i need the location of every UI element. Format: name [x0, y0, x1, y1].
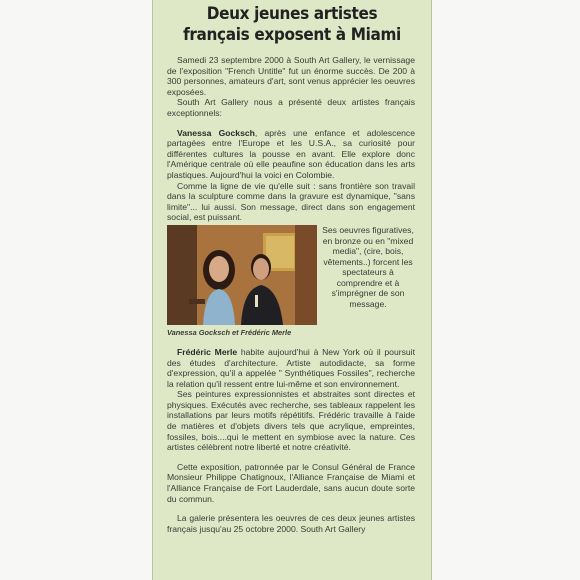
newspaper-clipping [152, 0, 432, 580]
article-headline [172, 4, 411, 46]
vanessa-paragraph-3: Ses oeuvres figuratives, en bronze ou en "mixed media", (cire, bois, vêtements..) forcent les spectateurs à comprendre et à s'imprégner de son message. [322, 224, 414, 310]
closing-paragraph: Cette exposition, patronnée par le Consul Général de France Monsieur Philippe Chatignoux, l'Alliance Française de Miami et l'Alliance Française de Fort Lauderdale, sans aucun doute sorte du commun. [167, 461, 415, 504]
intro-paragraph-2: South Art Gallery nous a présenté deux artistes français exceptionnels: [167, 97, 415, 118]
vanessa-paragraph [167, 128, 415, 181]
intro-paragraph: Samedi 23 septembre 2000 à South Art Gallery, le vernissage de l'exposition "French Untitle" fut un énorme succès. De 200 à 300 personnes, amateurs d'art, sont venus apprécier les oeuvres exposées. [167, 55, 415, 97]
photo-caption: Vanessa Gocksch et Frédéric Merle [167, 327, 292, 337]
frederic-text: habite aujourd'hui à New York où il poursuit des études d'architecture. Artiste autodidacte, sa forme d'expression, qu'il a appelée " Synthétiques Fossiles", recherche la relation qu'il ressent entre lui-même et son environnement. [167, 346, 415, 389]
frederic-paragraph [167, 347, 415, 389]
closing-paragraph-2: La galerie présentera les oeuvres de ces deux jeunes artistes français jusqu'au 25 octobre 2000. South Art Gallery [167, 513, 415, 534]
headline-line-2: français exposent à Miami [183, 25, 401, 45]
artists-photo [167, 225, 317, 325]
frederic-paragraph-2: Ses peintures expressionnistes et abstraites sont directes et physiques. Exécutés avec recherche, ses tableaux rappelent les installations par leurs motifs répétitifs. Frédéric travaille à l'aide de matières et d'objets divers tels que acrylique, empreintes, fossiles, bois....qui le mettent en symbiose avec la nature. Ces artistes célèbrent notre liberté et notre créativité. [167, 389, 415, 453]
photo-illustration [167, 225, 317, 325]
frederic-name: Frédéric Merle [177, 346, 238, 357]
vanessa-paragraph-2: Comme la ligne de vie qu'elle suit : sans frontière son travail dans la sculpture comme dans la gravure est dynamique, "sans limite"... lui aussi. Son message, direct dans son engagement social, est puissant. [167, 180, 415, 223]
vanessa-text: , après une enfance et adolescence partagées entre l'Europe et les U.S.A., sa curiosité pour différentes cultures la pousse en avant. Elle explore donc l'Amérique centrale où elle peaufine son éducation dans les arts plastiques. Aujourd'hui la voici en Colombie. [167, 127, 416, 180]
photo-block [167, 225, 415, 338]
vanessa-name: Vanessa Gocksch [177, 127, 255, 138]
headline-line-1: Deux jeunes artistes [206, 4, 378, 24]
